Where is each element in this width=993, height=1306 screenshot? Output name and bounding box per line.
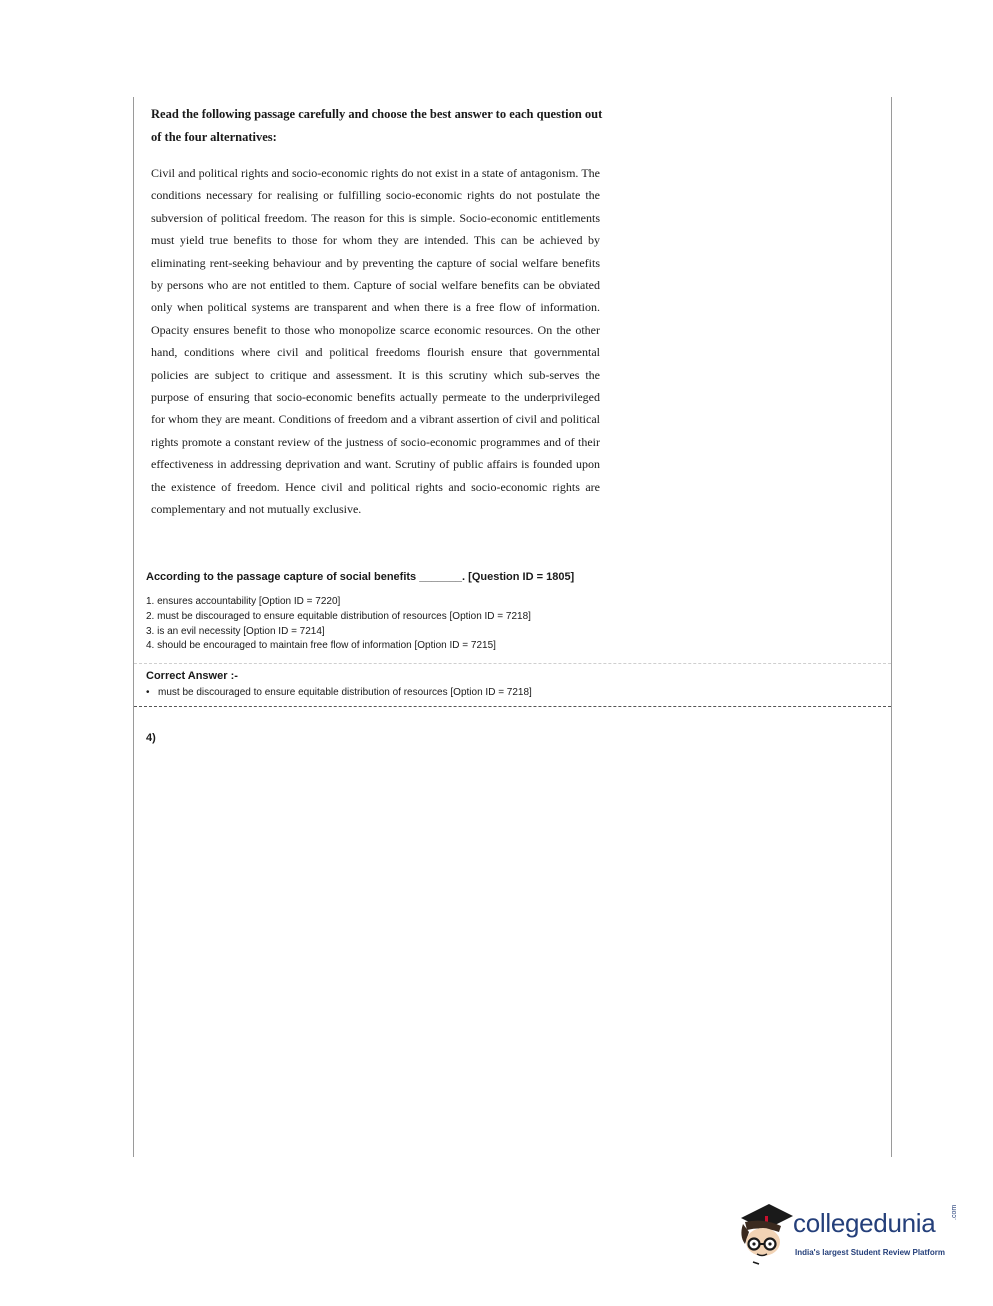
page-frame-left (133, 97, 134, 1157)
logo-wordmark: collegedunia (793, 1208, 936, 1238)
collegedunia-logo (735, 1198, 965, 1268)
option-item: 1. ensures accountability [Option ID = 7220] (146, 596, 341, 607)
divider (134, 663, 891, 664)
question-divider (134, 706, 891, 707)
logo-suffix: .com (951, 1204, 958, 1220)
next-question-number: 4) (146, 732, 156, 744)
mascot-graduation-cap-icon (735, 1198, 793, 1268)
option-item: 2. must be discouraged to ensure equitable distribution of resources [Option ID = 7218] (146, 610, 531, 622)
logo-tagline: India's largest Student Review Platform (795, 1248, 945, 1257)
passage-instruction: Read the following passage carefully and choose the best answer to each question out of the four alternatives: (151, 107, 603, 144)
page-frame-right (891, 97, 892, 1157)
question-text: According to the passage capture of social benefits _______. [Question ID = 1805] (146, 571, 575, 583)
options-list (146, 595, 746, 654)
correct-answer-heading: Correct Answer :- (146, 670, 238, 682)
correct-answer-text: must be discouraged to ensure equitable distribution of resources [Option ID = 7218] (158, 687, 532, 698)
correct-answer (146, 686, 532, 700)
bullet-icon: • (146, 687, 150, 698)
option-item: 3. is an evil necessity [Option ID = 7214] (146, 625, 325, 637)
option-item: 4. should be encouraged to maintain free flow of information [Option ID = 7215] (146, 640, 496, 652)
reading-passage: Civil and political rights and socio-economic rights do not exist in a state of antagonism. The conditions necessary for realising or fulfilling socio-economic rights do not postulate the subversion of political freedom. The reason for this is simple. Socio-economic entitlements must yield true benefits to those for whom they are intended. This can be achieved by eliminating rent-seeking behaviour and by preventing the capture of social welfare benefits by persons who are not entitled to them. Capture of social welfare benefits can be obviated only when political systems are transparent and when there is a free flow of information. Opacity ensures benefit to those who monopolize scarce economic resources. On the other hand, conditions where civil and political freedoms flourish ensure that governmental policies are subject to critique and assessment. It is this scrutiny which sub-serves the purpose of ensuring that socio-economic benefits actually permeate to the underprivileged for whom they are meant. Conditions of freedom and a vibrant assertion of civil and political rights promote a constant review of the justness of socio-economic programmes and of their effectiveness in addressing deprivation and want. Scrutiny of public affairs is founded upon the existence of freedom. Hence civil and political rights and socio-economic rights are complementary and not mutually exclusive. (151, 166, 600, 517)
